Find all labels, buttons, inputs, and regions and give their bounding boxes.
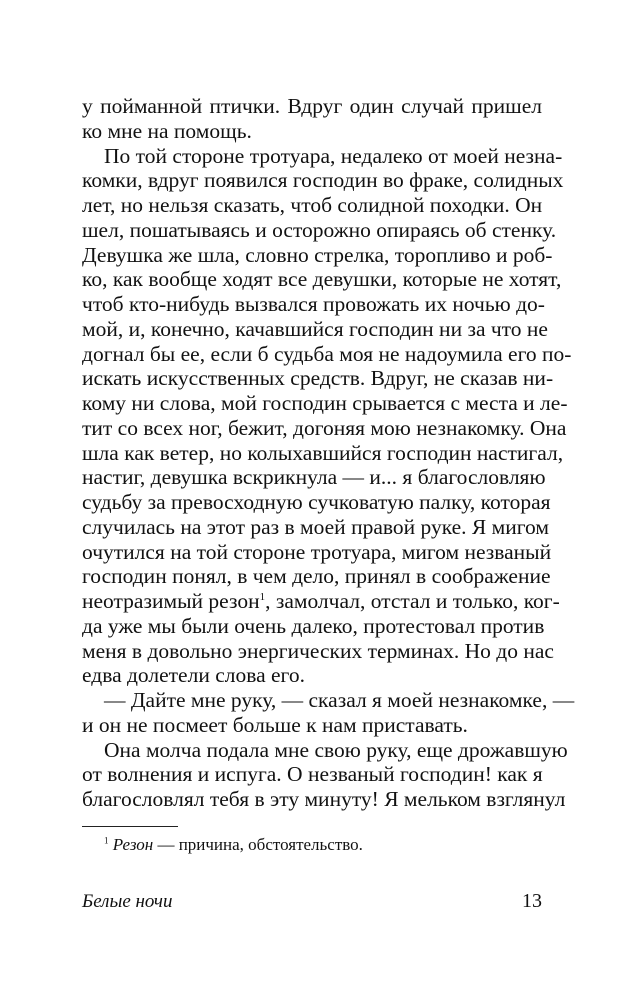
footnote-term: Резон <box>112 835 154 854</box>
text-line: да уже мы были очень далеко, протестовал против <box>82 613 545 638</box>
text-line: лет, но нельзя сказать, чтоб солидной походки. Он <box>82 193 543 217</box>
text-line: от волнения и испуга. О незваный господин! как я <box>82 762 543 787</box>
text-line: ко, как вообще ходят все девушки, которые не хотят, <box>82 267 562 292</box>
footnote-separator <box>82 826 178 827</box>
text-line: ко мне на помощь. <box>82 118 252 143</box>
text-segment: неотразимый резон <box>82 589 260 613</box>
footnote-reference: 1 <box>259 590 266 603</box>
text-line: — Дайте мне руку, — сказал я моей незнакомке, — <box>104 688 575 712</box>
text-line: шел, пошатываясь и осторожно опираясь об стенку. <box>82 217 557 242</box>
text-line: и он не посмеет больше к нам приставать. <box>82 712 468 737</box>
footnote-text: — причина, обстоятельство. <box>153 835 363 854</box>
text-line-with-footnote-ref <box>82 587 560 615</box>
text-line: случилась на этот раз в моей правой руке. Я мигом <box>82 514 549 539</box>
text-line: Она молча подала мне свою руку, еще дрожавшую <box>104 737 568 762</box>
text-line: очутился на той стороне тротуара, мигом незваный <box>82 539 552 564</box>
page-number: 13 <box>522 890 542 912</box>
text-line: искать искусственных средств. Вдруг, не сказав ни- <box>82 366 554 391</box>
text-line: благословлял тебя в эту минуту! Я мельком взглянул <box>82 787 566 811</box>
text-line: догнал бы ее, если б судьба моя не надоумила его по- <box>82 341 572 366</box>
text-line: у пойманной птички. Вдруг один случай пришел <box>82 94 542 118</box>
text-line: комки, вдруг появился господин во фраке, солидных <box>82 168 564 193</box>
running-title: Белые ночи <box>82 891 173 912</box>
text-line: тит со всех ног, бежит, догоняя мою незнакомку. Она <box>82 415 567 440</box>
text-line: судьбу за превосходную сучковатую палку, которая <box>82 490 551 514</box>
text-line: кому ни слова, мой господин срывается с места и ле- <box>82 391 568 415</box>
text-line: Девушка же шла, словно стрелка, торопливо и роб- <box>82 242 553 267</box>
footnote <box>104 834 363 856</box>
text-line: господин понял, в чем дело, принял в соображение <box>82 564 551 589</box>
text-line: настиг, девушка вскрикнула — и... я благословляю <box>82 465 546 490</box>
text-line: меня в довольно энергических терминах. Но до нас <box>82 638 554 663</box>
text-line: мой, и, конечно, качавшийся господин ни за что не <box>82 316 548 341</box>
text-line: По той стороне тротуара, недалеко от моей незна- <box>104 143 563 168</box>
text-line: шла как ветер, но колыхавшийся господин настигал, <box>82 440 564 465</box>
text-line: чтоб кто-нибудь вызвался провожать их ночью до- <box>82 292 545 316</box>
footnote-marker: 1 <box>104 835 109 846</box>
text-segment: , замолчал, отстал и только, ког- <box>265 589 560 613</box>
text-line: едва долетели слова его. <box>82 663 305 688</box>
